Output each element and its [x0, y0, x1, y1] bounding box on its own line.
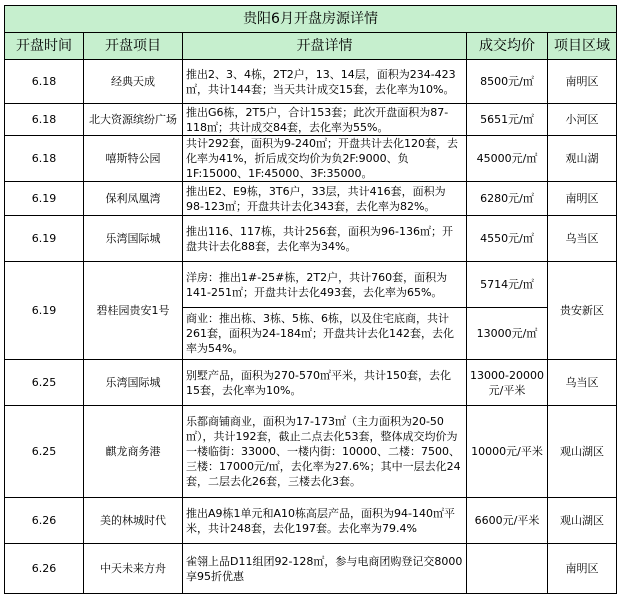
title-row: [5, 6, 617, 33]
cell-area: 南明区: [548, 60, 617, 104]
cell-price: 5651元/㎡: [467, 104, 548, 136]
table-row: [5, 216, 617, 262]
cell-date: 6.18: [5, 136, 84, 182]
cell-project: 乐湾国际城: [84, 216, 183, 262]
cell-area: 观山湖区: [548, 498, 617, 544]
cell-detail: 共计292套，面积为9-240㎡；开盘共计去化120套，去化率为41%，折后成交均价为负2F:9000、负1F:15000、1F:45000、3F:35000。: [183, 136, 467, 182]
cell-price: 13000-20000元/平米: [467, 360, 548, 406]
header-price: 成交均价: [467, 33, 548, 60]
cell-date: 6.25: [5, 360, 84, 406]
cell-price: 10000元/平米: [467, 406, 548, 498]
cell-price: 6600元/平米: [467, 498, 548, 544]
cell-area: 小河区: [548, 104, 617, 136]
cell-date: 6.26: [5, 544, 84, 594]
cell-project: 麒龙商务港: [84, 406, 183, 498]
header-date: 开盘时间: [5, 33, 84, 60]
cell-detail: 别墅产品，面积为270-570㎡平米，共计150套，去化15套，去化率为10%。: [183, 360, 467, 406]
table-row: [5, 544, 617, 594]
table-row: [5, 182, 617, 216]
header-area: 项目区域: [548, 33, 617, 60]
cell-price: 4550元/㎡: [467, 216, 548, 262]
cell-project: 碧桂园贵安1号: [84, 262, 183, 360]
cell-area: 乌当区: [548, 216, 617, 262]
cell-detail: 洋房：推出1#-25#栋，2T2户，共计760套，面积为141-251㎡；开盘共计去化493套，去化率为65%。: [183, 262, 467, 308]
table-row: [5, 498, 617, 544]
cell-project: 乐湾国际城: [84, 360, 183, 406]
cell-project: 中天未来方舟: [84, 544, 183, 594]
table-row: [5, 406, 617, 498]
cell-detail: 雀翎上品D11组团92-128㎡，参与电商团购登记交8000享95折优惠: [183, 544, 467, 594]
cell-area: 观山湖: [548, 136, 617, 182]
cell-date: 6.18: [5, 104, 84, 136]
cell-project: 北大资源缤纷广场: [84, 104, 183, 136]
cell-area: 贵安新区: [548, 262, 617, 360]
cell-area: 南明区: [548, 544, 617, 594]
header-detail: 开盘详情: [183, 33, 467, 60]
table-row: [5, 136, 617, 182]
cell-date: 6.18: [5, 60, 84, 104]
cell-date: 6.19: [5, 216, 84, 262]
cell-project: 保利凤凰湾: [84, 182, 183, 216]
header-row: [5, 33, 617, 60]
cell-project: 嘻斯特公园: [84, 136, 183, 182]
cell-date: 6.26: [5, 498, 84, 544]
cell-project: 美的林城时代: [84, 498, 183, 544]
cell-project: 经典天成: [84, 60, 183, 104]
cell-price: [467, 544, 548, 594]
cell-price: 45000元/㎡: [467, 136, 548, 182]
table-row: [5, 360, 617, 406]
cell-detail: 推出2、3、4栋，2T2户，13、14层，面积为234-423㎡，共计144套；当天共计成交15套，去化率为10%。: [183, 60, 467, 104]
housing-table: [4, 5, 617, 594]
table-row: [5, 60, 617, 104]
cell-price: 8500元/㎡: [467, 60, 548, 104]
cell-price: 6280元/㎡: [467, 182, 548, 216]
table-title: 贵阳6月开盘房源详情: [5, 6, 617, 33]
cell-area: 南明区: [548, 182, 617, 216]
cell-detail: 推出E2、E9栋，3T6户，33层，共计416套，面积为98-123㎡；开盘共计去化343套，去化率为82%。: [183, 182, 467, 216]
cell-area: 乌当区: [548, 360, 617, 406]
cell-detail: 推出G6栋，2T5户，合计153套；此次开盘面积为87-118㎡；共计成交84套，去化率为55%。: [183, 104, 467, 136]
header-project: 开盘项目: [84, 33, 183, 60]
cell-detail: 推出116、117栋，共计256套，面积为96-136㎡；开盘共计去化88套，去化率为34%。: [183, 216, 467, 262]
cell-detail: 推出A9栋1单元和A10栋高层产品，面积为94-140㎡平米，共计248套，去化197套。去化率为79.4%: [183, 498, 467, 544]
cell-date: 6.19: [5, 262, 84, 360]
cell-date: 6.19: [5, 182, 84, 216]
cell-price: 5714元/㎡: [467, 262, 548, 308]
cell-area: 观山湖区: [548, 406, 617, 498]
cell-price: 13000元/㎡: [467, 308, 548, 360]
table-row: [5, 104, 617, 136]
cell-detail: 乐都商铺商业，面积为17-173㎡（主力面积为20-50㎡），共计192套，截止二点去化53套，整体成交均价为一楼临街：33000、一楼内街：10000、二楼：7500、三楼：17000元/㎡，去化率为27.6%；其中一层去化24套，二层去化26套，三楼去化3套。: [183, 406, 467, 498]
table-row: [5, 262, 617, 308]
cell-date: 6.25: [5, 406, 84, 498]
cell-detail: 商业：推出栋、3栋、5栋、6栋，以及住宅底商，共计261套，面积为24-184㎡；开盘共计去化142套，去化率为54%。: [183, 308, 467, 360]
